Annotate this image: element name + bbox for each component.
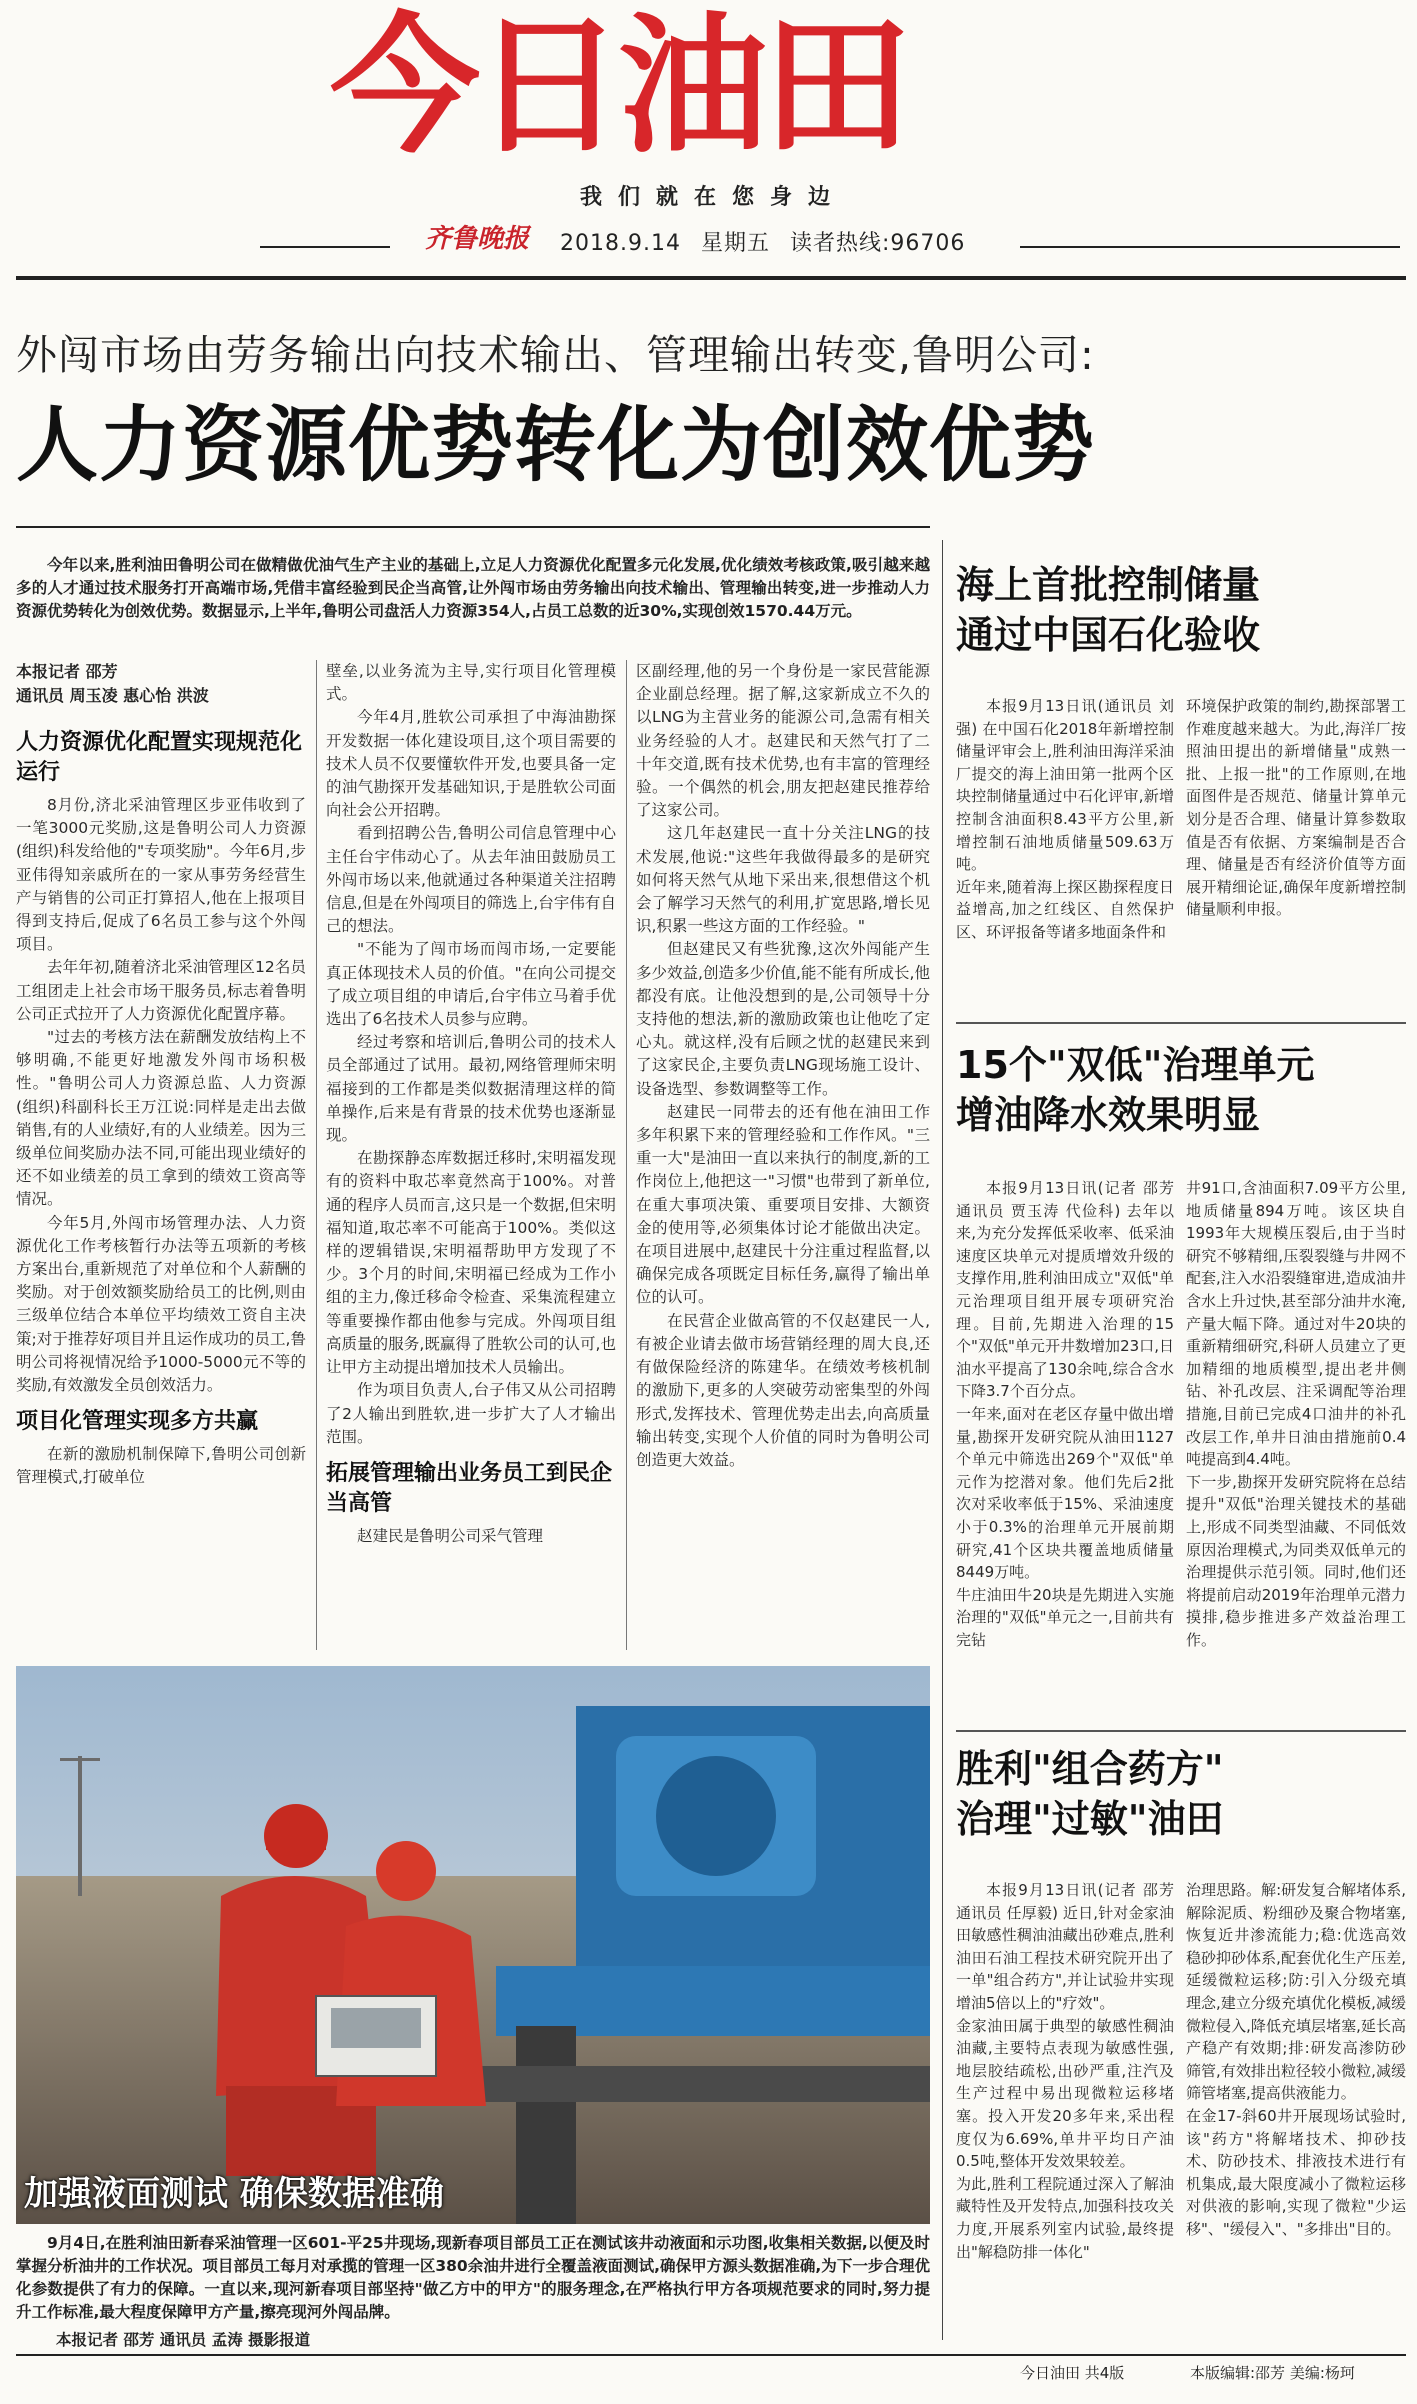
issue-date: 2018.9.14: [560, 231, 681, 256]
paragraph: 在民营企业做高管的不仅赵建民一人,有被企业请去做市场营销经理的周大良,还有做保险经济的陈建华。在绩效考核机制的激励下,更多的人突破劳动密集型的外闯形式,发挥技术、管理优势走出去,向高质量输出转变,实现个人价值的同时为鲁明公司创造更大效益。: [636, 1311, 930, 1469]
sidebar-divider: [942, 540, 943, 2340]
side-story-1-headline-line2: 通过中国石化验收: [956, 613, 1261, 657]
reader-hotline: 读者热线:96706: [789, 231, 966, 256]
side-story-1-column-b: [1186, 676, 1406, 986]
masthead-brand-logo: 齐鲁晚报: [425, 224, 530, 254]
section-rule: [956, 1022, 1406, 1024]
masthead: [0, 0, 1417, 190]
paragraph: 本报9月13日讯(通讯员 刘强) 在中国石化2018年新增控制储量评审会上,胜利油田海洋采油厂提交的海上油田第一批两个区块控制储量通过中石化评审,新增控制含油面积8.43平方公里,新增控制石油地质储量509.63万吨。 近年来,随着海上探区勘探程度日益增高,加之红线区、自然保护区、环评报备等诸多地面条件和: [956, 697, 1174, 941]
article-column-2: [326, 660, 616, 1660]
paragraph: 治理思路。解:研发复合解堵体系,解除泥质、粉细砂及聚合物堵塞,恢复近井渗流能力;稳:优选高效稳砂抑砂体系,配套优化生产压差,延缓微粒运移;防:引入分级充填理念,建立分级充填优化模板,减缓微粒侵入,降低充填层堵塞,延长高产稳产有效期;排:研发高渗防砂筛管,有效排出粒径较小微粒,减缓筛管堵塞,提高供液能力。 在金17-斜60井开展现场试验时,该"药方"将解堵技术、抑砂技术、防砂技术、排液技术进行有机集成,最大限度减小了微粒运移对供液的影响,实现了微粒"少运移"、"缓侵入"、"多排出"目的。: [1186, 1881, 1406, 2238]
paragraph: 在新的激励机制保障下,鲁明公司创新管理模式,打破单位: [16, 1445, 306, 1487]
oilfield-workers-photo: [16, 1666, 930, 2224]
column-divider: [626, 660, 627, 1650]
paragraph: 看到招聘公告,鲁明公司信息管理中心主任台宇伟动心了。从去年油田鼓励员工外闯市场以来,他就通过各种渠道关注招聘信息,但是在外闯项目的筛选上,台宇伟有自己的想法。: [326, 824, 616, 936]
paragraph: 壁垒,以业务流为主导,实行项目化管理模式。: [326, 662, 616, 704]
paragraph: 区副经理,他的另一个身份是一家民营能源企业副总经理。据了解,这家新成立不久的以LNG为主营业务的能源公司,急需有相关业务经验的人才。赵建民和天然气打了二十年交道,既有技术优势,也有丰富的管理经验。一个偶然的机会,朋友把赵建民推荐给了这家公司。: [636, 662, 930, 820]
side-story-1-column-a: [956, 676, 1174, 986]
masthead-dateline: [560, 226, 965, 257]
article-kicker: 外闯市场由劳务输出向技术输出、管理输出转变,鲁明公司:: [16, 331, 1095, 379]
side-story-3-column-b: [1186, 1860, 1406, 2350]
side-story-2-headline-line2: 增油降水效果明显: [956, 1093, 1261, 1137]
side-story-2-heading: [956, 1040, 1406, 1150]
masthead-title: 今日油田: [330, 0, 907, 174]
article-headline: 人力资源优势转化为创效优势: [16, 398, 1096, 493]
side-story-2-headline-line1: 15个"双低"治理单元: [956, 1043, 1315, 1087]
side-story-3-headline-line2: 治理"过敏"油田: [956, 1797, 1224, 1841]
side-story-2-column-b: [1186, 1158, 1406, 1728]
paragraph: 本报9月13日讯(记者 邵芳 通讯员 贾玉涛 代俭科) 去年以来,为充分发挥低采收率、低采油速度区块单元对提质增效升级的支撑作用,胜利油田成立"双低"单元治理项目组开展专项研究治理。目前,先期进入治理的15个"双低"单元开井数增加23口,日油水平提高了130余吨,综合含水下降3.7个百分点。 一年来,面对在老区存量中做出增量,勘探开发研究院从油田1127个单元中筛选出269个"双低"单元作为挖潜对象。他们先后2批次对采收率低于15%、采油速度小于0.3%的治理单元开展前期研究,41个区块共覆盖地质储量8449万吨。 牛庄油田牛20块是先期进入实施治理的"双低"单元之一,目前共有完钻: [956, 1179, 1174, 1649]
footer-editor-credit: 本版编辑:邵芳 美编:杨珂: [1190, 2364, 1355, 2382]
column-divider: [316, 660, 317, 1650]
footer-page-label: 今日油田 共4版: [1020, 2364, 1125, 2382]
paragraph: "不能为了闯市场而闯市场,一定要能真正体现技术人员的价值。"在向公司提交了成立项目组的申请后,台宇伟立马着手优选出了6名技术人员参与应聘。: [326, 940, 616, 1029]
byline-reporter: 本报记者 邵芳: [16, 662, 118, 681]
photo-credit: 本报记者 邵芳 通讯员 孟涛 摄影报道: [56, 2331, 311, 2349]
paragraph: 8月份,济北采油管理区步亚伟收到了一笔3000元奖励,这是鲁明公司人力资源(组织)科发给他的"专项奖励"。今年6月,步亚伟得知亲戚所在的一家从事劳务经营生产与销售的公司正打算招人,他在上报项目得到支持后,促成了6名员工参与这个外闯项目。: [16, 796, 306, 954]
paragraph: 今年5月,外闯市场管理办法、人力资源优化工作考核暂行办法等五项新的考核方案出台,重新规范了对单位和个人薪酬的奖励。对于创效额奖励给员工的比例,则由三级单位结合本单位平均绩效工资自主决策;对于推荐好项目并且运作成功的员工,鲁明公司将视情况给予1000-5000元不等的奖励,有效激发全员创效活力。: [16, 1213, 306, 1395]
paragraph: 今年4月,胜软公司承担了中海油勘探开发数据一体化建设项目,这个项目需要的技术人员不仅要懂软件开发,也要具备一定的油气勘探开发基础知识,于是胜软公司面向社会公开招聘。: [326, 708, 616, 820]
subhead-project-management: 项目化管理实现多方共赢: [16, 1409, 259, 1435]
headline-rule: [16, 526, 930, 528]
issue-weekday: 星期五: [700, 231, 770, 256]
paragraph: 赵建民一同带去的还有他在油田工作多年积累下来的管理经验和工作作风。"三重一大"是油田一直以来执行的制度,新的工作岗位上,他把这一"习惯"也带到了新单位,在重大事项决策、重要项目安排、大额资金的使用等,必须集体讨论才能做出决定。在项目进展中,赵建民十分注重过程监督,以确保完成各项既定目标任务,赢得了输出单位的认可。: [636, 1102, 930, 1307]
news-photo: [16, 1666, 930, 2224]
masthead-rule-left: [260, 246, 390, 248]
paragraph: 在勘探静态库数据迁移时,宋明福发现有的资料中取芯率竟然高于100%。对普通的程序人员而言,这只是一个数据,但宋明福知道,取芯率不可能高于100%。类似这样的逻辑错误,宋明福帮助甲方发现了不少。3个月的时间,宋明福已经成为工作小组的主力,像迁移命令检查、采集流程建立等重要操作都由他参与完成。外闯项目组高质量的服务,既赢得了胜软公司的认可,也让甲方主动提出增加技术人员输出。: [326, 1149, 616, 1377]
subhead-management-export: 拓展管理输出业务员工到民企当高管: [326, 1460, 613, 1516]
footer-rule: [16, 2354, 1406, 2356]
article-column-3: [636, 660, 930, 1660]
paragraph: 去年年初,随着济北采油管理区12名员工组团走上社会市场干服务员,标志着鲁明公司正式拉开了人力资源优化配置序幕。: [16, 958, 306, 1023]
photo-caption: 9月4日,在胜利油田新春采油管理一区601-平25井现场,现新春项目部员工正在测试该井动液面和示功图,收集相关数据,以便及时掌握分析油井的工作状况。项目部员工每月对承揽的管理一区380余油井进行全覆盖液面测试,确保甲方源头数据准确,为下一步合理优化参数提供了有力的保障。一直以来,现河新春项目部坚持"做乙方中的甲方"的服务理念,在严格执行甲方各项规范要求的同时,努力提升工作标准,最大程度保障甲方产量,擦亮现河外闯品牌。: [16, 2234, 930, 2321]
side-story-2-column-a: [956, 1158, 1174, 1728]
photo-title: 加强液面测试 确保数据准确: [24, 2174, 444, 2214]
paragraph: 赵建民是鲁明公司采气管理: [357, 1526, 544, 1545]
article-column-1: [16, 660, 306, 1660]
paragraph: 作为项目负责人,台子伟又从公司招聘了2人输出到胜软,进一步扩大了人才输出范围。: [326, 1381, 616, 1446]
paragraph: 环境保护政策的制约,勘探部署工作难度越来越大。为此,海洋厂按照油田提出的新增储量"成熟一批、上报一批"的工作原则,在地面图件是否规范、储量计算单元划分是否合理、储量计算参数取值是否有依据、方案编制是否合理、储量是否有经济价值等方面展开精细论证,确保年度新增控制储量顺利申报。: [1186, 697, 1406, 919]
subhead-hr-optimization: 人力资源优化配置实现规范化运行: [16, 730, 303, 785]
paragraph: 这几年赵建民一直十分关注LNG的技术发展,他说:"这些年我做得最多的是研究如何将天然气从地下采出来,很想借这个机会了解学习天然气的利用,扩宽思路,增长见识,积累一些这方面的工作经验。": [636, 824, 930, 936]
paragraph: 本报9月13日讯(记者 邵芳 通讯员 任厚毅) 近日,针对金家油田敏感性稠油油藏出砂难点,胜利油田石油工程技术研究院开出了一单"组合药方",并让试验井实现增油5倍以上的"疗效"。 金家油田属于典型的敏感性稠油油藏,主要特点表现为敏感性强,地层胶结疏松,出砂严重,注汽及生产过程中易出现微粒运移堵塞。投入开发20多年来,采出程度仅为6.69%,单井平均日产油0.5吨,整体开发效果较差。 为此,胜利工程院通过深入了解油藏特性及开发特点,加强科技攻关力度,开展系列室内试验,最终提出"解稳防排一体化": [956, 1881, 1174, 2261]
side-story-3-headline-line1: 胜利"组合药方": [956, 1747, 1224, 1791]
side-story-3-column-a: [956, 1860, 1174, 2350]
paragraph: 但赵建民又有些犹豫,这次外闯能产生多少效益,创造多少价值,能不能有所成长,他都没有底。让他没想到的是,公司领导十分支持他的想法,新的激励政策也让他吃了定心丸。就这样,没有后顾之忧的赵建民来到了这家民企,主要负责LNG现场施工设计、设备选型、参数调整等工作。: [636, 940, 930, 1098]
side-story-3-heading: [956, 1744, 1406, 1854]
masthead-rule-right: [1020, 246, 1400, 248]
paragraph: 经过考察和培训后,鲁明公司的技术人员全部通过了试用。最初,网络管理师宋明福接到的工作都是类似数据清理这样的简单操作,后来是有背景的技术优势也逐渐显现。: [326, 1033, 616, 1145]
paragraph: "过去的考核方法在薪酬发放结构上不够明确,不能更好地激发外闯市场积极性。"鲁明公司人力资源总监、人力资源(组织)科副科长王万江说:同样是走出去做销售,有的人业绩好,有的人业绩差。因为三级单位间奖励办法不同,可能出现业绩好的还不如业绩差的员工拿到的绩效工资高等情况。: [16, 1028, 306, 1209]
masthead-slogan: 我们就在您身边: [580, 185, 847, 210]
byline-correspondents: 通讯员 周玉凌 惠心怡 洪波: [16, 686, 209, 705]
masthead-bottom-rule: [16, 276, 1406, 280]
side-story-1-headline-line1: 海上首批控制储量: [956, 563, 1261, 607]
section-rule: [956, 1730, 1406, 1732]
paragraph: 井91口,含油面积7.09平方公里,地质储量894万吨。该区块自1993年大规模压裂后,由于当时研究不够精细,压裂裂缝与井网不配套,注入水沿裂缝窜进,造成油井含水上升过快,甚至部分油井水淹,产量大幅下降。通过对牛20块的重新精细研究,科研人员建立了更加精细的地质模型,提出老井侧钻、补孔改层、注采调配等治理措施,目前已完成4口油井的补孔改层工作,单井日油由措施前0.4吨提高到4.4吨。 下一步,勘探开发研究院将在总结提升"双低"治理关键技术的基础上,形成不同类型油藏、不同低效原因治理模式,为同类双低单元的治理提供示范引领。同时,他们还将提前启动2019年治理单元潜力摸排,稳步推进多产效益治理工作。: [1186, 1179, 1406, 1649]
article-lead: 今年以来,胜利油田鲁明公司在做精做优油气生产主业的基础上,立足人力资源优化配置多元化发展,优化绩效考核政策,吸引越来越多的人才通过技术服务打开高端市场,凭借丰富经验到民企当高管,让外闯市场由劳务输出向技术输出、管理输出转变,进一步推动人力资源优势转化为创效优势。数据显示,上半年,鲁明公司盘活人力资源354人,占员工总数的近30%,实现创效1570.44万元。: [16, 556, 930, 620]
